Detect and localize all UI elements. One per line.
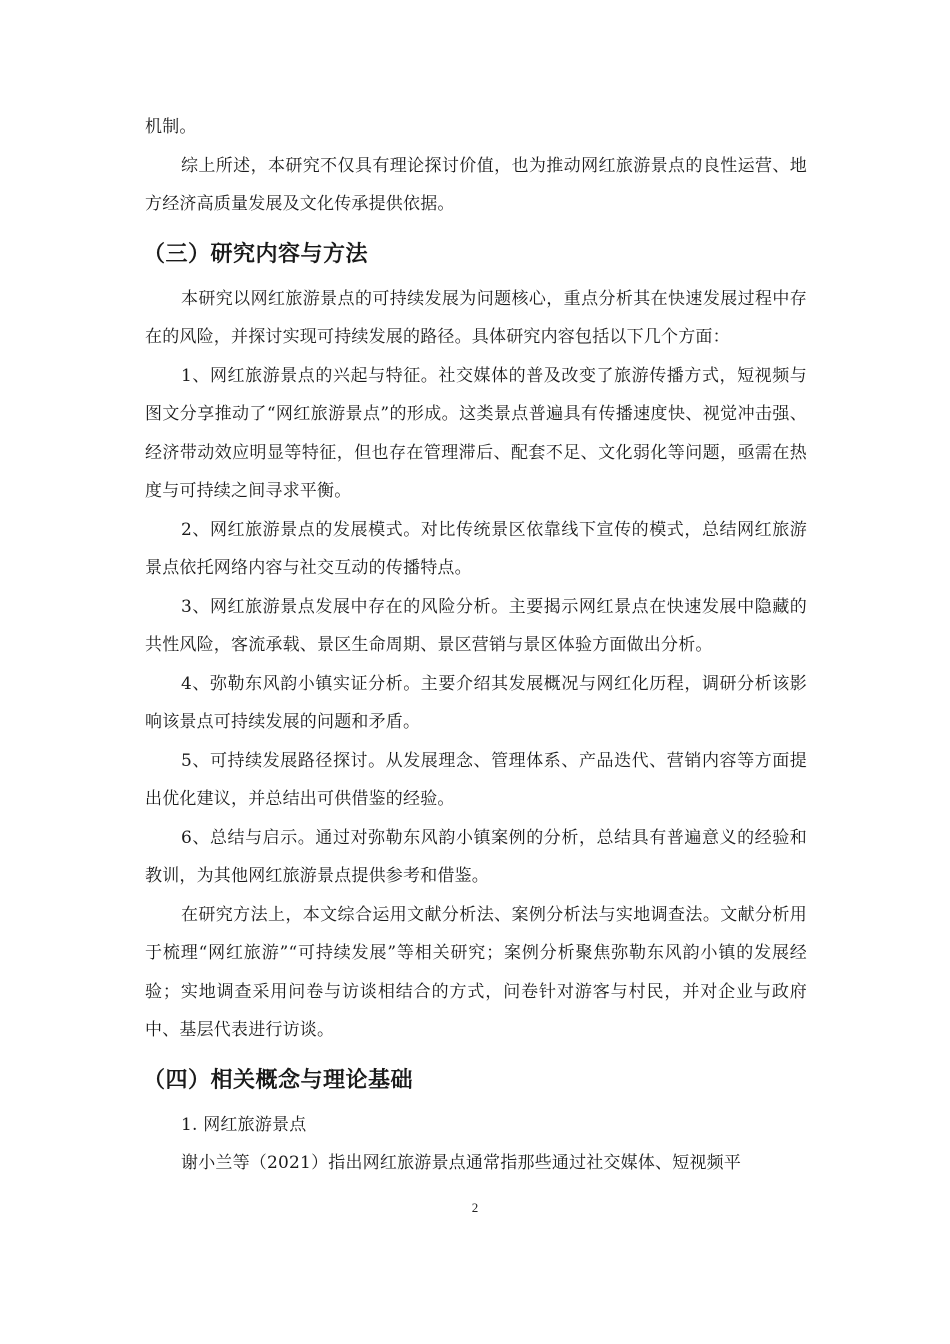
section3-item-2: 2、网红旅游景点的发展模式。对比传统景区依靠线下宣传的模式，总结网红旅游景点依托网络内容与社交互动的传播特点。: [145, 519, 807, 578]
paragraph-summary: 综上所述，本研究不仅具有理论探讨价值，也为推动网红旅游景点的良性运营、地方经济高质量发展及文化传承提供依据。: [145, 155, 807, 214]
section3-item-6: 6、总结与启示。通过对弥勒东风韵小镇案例的分析，总结具有普遍意义的经验和教训，为其他网红旅游景点提供参考和借鉴。: [145, 827, 807, 886]
section-heading-3: （三）研究内容与方法: [143, 241, 369, 267]
document-body: [145, 108, 807, 1183]
section4-text: 谢小兰等（2021）指出网红旅游景点通常指那些通过社交媒体、短视频平: [181, 1153, 742, 1173]
section-heading-4: （四）相关概念与理论基础: [143, 1067, 414, 1093]
page-number: 2: [471, 1200, 479, 1215]
section3-item-5: 5、可持续发展路径探讨。从发展理念、管理体系、产品迭代、营销内容等方面提出优化建议，并总结出可供借鉴的经验。: [145, 750, 807, 809]
section4-subheading-1: 1. 网红旅游景点: [181, 1114, 307, 1135]
section3-item-1: 1、网红旅游景点的兴起与特征。社交媒体的普及改变了旅游传播方式，短视频与图文分享推动了“网红旅游景点”的形成。这类景点普遍具有传播速度快、视觉冲击强、经济带动效应明显等特征，但也存在管理滞后、配套不足、文化弱化等问题，亟需在热度与可持续之间寻求平衡。: [145, 365, 807, 501]
section3-item-3: 3、网红旅游景点发展中存在的风险分析。主要揭示网红景点在快速发展中隐藏的共性风险，客流承载、景区生命周期、景区营销与景区体验方面做出分析。: [145, 596, 807, 655]
section3-methods: 在研究方法上，本文综合运用文献分析法、案例分析法与实地调查法。文献分析用于梳理“网红旅游”“可持续发展”等相关研究；案例分析聚焦弥勒东风韵小镇的发展经验；实地调查采用问卷与访谈相结合的方式，问卷针对游客与村民，并对企业与政府中、基层代表进行访谈。: [145, 904, 807, 1040]
paragraph-continued: 机制。: [145, 117, 197, 137]
section3-item-4: 4、弥勒东风韵小镇实证分析。主要介绍其发展概况与网红化历程，调研分析该影响该景点可持续发展的问题和矛盾。: [145, 673, 807, 732]
section3-intro: 本研究以网红旅游景点的可持续发展为问题核心，重点分析其在快速发展过程中存在的风险，并探讨实现可持续发展的路径。具体研究内容包括以下几个方面：: [145, 288, 807, 347]
